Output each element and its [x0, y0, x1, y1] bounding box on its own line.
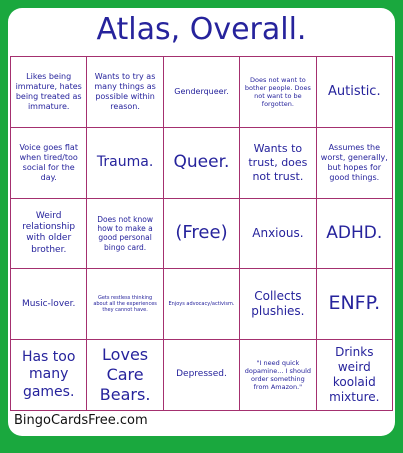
bingo-cell[interactable]: Trauma. — [87, 128, 163, 199]
bingo-cell[interactable]: Music-lover. — [11, 269, 87, 340]
bingo-cell[interactable]: Wants to try as many things as possible within reason. — [87, 57, 163, 128]
bingo-grid — [10, 56, 393, 411]
bingo-card — [8, 8, 395, 436]
bingo-cell[interactable]: Queer. — [164, 128, 240, 199]
bingo-cell[interactable]: Enjoys advocacy/activism. — [164, 269, 240, 340]
bingo-cell[interactable]: Has too many games. — [11, 340, 87, 411]
card-title: Atlas, Overall. — [96, 12, 307, 47]
bingo-cell[interactable]: Loves Care Bears. — [87, 340, 163, 411]
bingo-cell[interactable]: Gets restless thinking about all the experiences they cannot have. — [87, 269, 163, 340]
bingo-cell[interactable]: Wants to trust, does not trust. — [240, 128, 316, 199]
bingo-cell[interactable]: Anxious. — [240, 199, 316, 270]
bingo-cell[interactable]: Collects plushies. — [240, 269, 316, 340]
bingo-cell[interactable]: Likes being immature, hates being treated as immature. — [11, 57, 87, 128]
bingo-cell[interactable]: Assumes the worst, generally, but hopes for good things. — [317, 128, 393, 199]
bingo-cell[interactable]: Genderqueer. — [164, 57, 240, 128]
bingo-cell[interactable]: Depressed. — [164, 340, 240, 411]
bingo-cell[interactable]: ADHD. — [317, 199, 393, 270]
bingo-cell[interactable]: Voice goes flat when tired/too social for the day. — [11, 128, 87, 199]
bingo-cell[interactable]: Does not want to bother people. Does not want to be forgotten. — [240, 57, 316, 128]
bingo-cell[interactable]: Autistic. — [317, 57, 393, 128]
bingo-cell[interactable]: "I need quick dopamine... I should order something from Amazon." — [240, 340, 316, 411]
bingo-cell[interactable]: (Free) — [164, 199, 240, 270]
bingo-cell[interactable]: Weird relationship with older brother. — [11, 199, 87, 270]
site-footer: BingoCardsFree.com — [14, 413, 148, 428]
bingo-cell[interactable]: Drinks weird koolaid mixture. — [317, 340, 393, 411]
bingo-cell[interactable]: Does not know how to make a good personal bingo card. — [87, 199, 163, 270]
bingo-cell[interactable]: ENFP. — [317, 269, 393, 340]
